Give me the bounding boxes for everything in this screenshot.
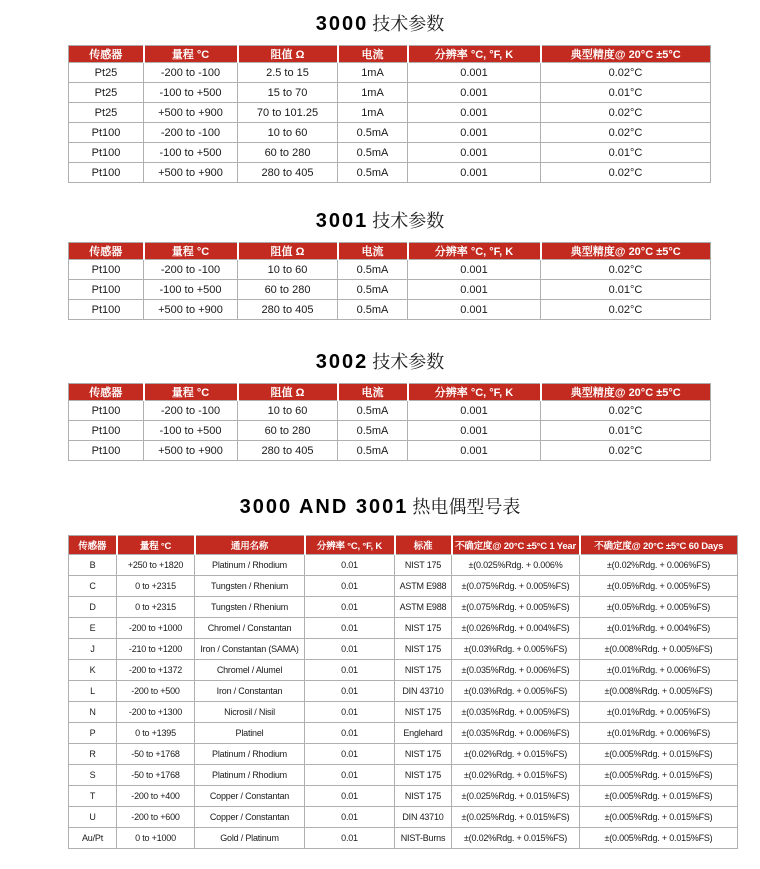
- column-header: 分辨率 °C, °F, K: [408, 384, 541, 401]
- table-cell: ±(0.025%Rdg. + 0.015%FS): [452, 807, 580, 828]
- table-cell: Iron / Constantan (SAMA): [195, 639, 305, 660]
- header-row: [69, 536, 738, 555]
- model-number: 3000: [315, 13, 369, 35]
- table-cell: 280 to 405: [238, 441, 338, 461]
- title-suffix: 技术参数: [372, 352, 445, 372]
- table-cell: 10 to 60: [238, 401, 338, 421]
- column-header: 不确定度@ 20°C ±5°C 1 Year: [452, 536, 580, 555]
- table-cell: 0.02°C: [541, 63, 711, 83]
- table-cell: 0.01°C: [541, 421, 711, 441]
- table-cell: 0.5mA: [338, 280, 408, 300]
- table-cell: 0.01°C: [541, 143, 711, 163]
- table-cell: 0 to +2315: [117, 597, 195, 618]
- table-cell: Gold / Platinum: [195, 828, 305, 849]
- table-row: [69, 723, 738, 744]
- title-suffix: 技术参数: [372, 14, 445, 34]
- table-row: [69, 618, 738, 639]
- model-number: 3001: [315, 210, 369, 232]
- table-cell: -200 to +1372: [117, 660, 195, 681]
- table-cell: ±(0.03%Rdg. + 0.005%FS): [452, 681, 580, 702]
- thermocouple-table: [68, 535, 738, 849]
- table-cell: 1mA: [338, 83, 408, 103]
- table-cell: NIST 175: [395, 765, 452, 786]
- column-header: 传感器: [69, 384, 144, 401]
- table-cell: 0.001: [408, 123, 541, 143]
- table-row: [69, 63, 711, 83]
- table-cell: 0.5mA: [338, 421, 408, 441]
- table-cell: 0 to +1395: [117, 723, 195, 744]
- table-row: [69, 163, 711, 183]
- table-cell: Pt100: [69, 421, 144, 441]
- table-cell: 0.5mA: [338, 260, 408, 280]
- table-cell: -200 to -100: [144, 260, 238, 280]
- table-cell: 0.01: [305, 618, 395, 639]
- column-header: 阻值 Ω: [238, 384, 338, 401]
- table-cell: 0.5mA: [338, 163, 408, 183]
- model-number: 3000 AND 3001: [239, 496, 409, 518]
- table-cell: ±(0.005%Rdg. + 0.015%FS): [580, 807, 738, 828]
- table-cell: B: [69, 555, 117, 576]
- table-cell: 0.01: [305, 786, 395, 807]
- table-cell: ±(0.01%Rdg. + 0.006%FS): [580, 660, 738, 681]
- table-cell: 0.5mA: [338, 401, 408, 421]
- table-cell: C: [69, 576, 117, 597]
- table-cell: 0.01: [305, 597, 395, 618]
- table-cell: ±(0.026%Rdg. + 0.004%FS): [452, 618, 580, 639]
- column-header: 不确定度@ 20°C ±5°C 60 Days: [580, 536, 738, 555]
- table-row: [69, 421, 711, 441]
- table-cell: Copper / Constantan: [195, 807, 305, 828]
- table-cell: ASTM E988: [395, 576, 452, 597]
- column-header: 分辨率 °C, °F, K: [408, 46, 541, 63]
- table-row: [69, 83, 711, 103]
- table-cell: -200 to +400: [117, 786, 195, 807]
- table-cell: Chromel / Alumel: [195, 660, 305, 681]
- table-cell: -200 to -100: [144, 63, 238, 83]
- column-header: 量程 °C: [144, 384, 238, 401]
- table-cell: 0.5mA: [338, 441, 408, 461]
- table-cell: 0.01: [305, 639, 395, 660]
- table-cell: ±(0.005%Rdg. + 0.015%FS): [580, 828, 738, 849]
- section-3000-specs: [0, 13, 760, 183]
- table-row: [69, 828, 738, 849]
- table-cell: 0.001: [408, 163, 541, 183]
- table-cell: NIST 175: [395, 744, 452, 765]
- table-cell: Pt100: [69, 401, 144, 421]
- table-cell: ±(0.008%Rdg. + 0.005%FS): [580, 639, 738, 660]
- table-cell: 60 to 280: [238, 421, 338, 441]
- table-cell: 0.001: [408, 63, 541, 83]
- table-cell: 0.02°C: [541, 300, 711, 320]
- table-cell: T: [69, 786, 117, 807]
- column-header: 量程 °C: [117, 536, 195, 555]
- table-cell: Pt100: [69, 260, 144, 280]
- spec-table-3002: [68, 383, 711, 461]
- table-cell: -100 to +500: [144, 83, 238, 103]
- table-cell: ±(0.02%Rdg. + 0.006%FS): [580, 555, 738, 576]
- table-cell: 0.01: [305, 660, 395, 681]
- table-row: [69, 103, 711, 123]
- table-cell: 0.01: [305, 723, 395, 744]
- table-cell: Chromel / Constantan: [195, 618, 305, 639]
- table-row: [69, 300, 711, 320]
- column-header: 电流: [338, 384, 408, 401]
- table-cell: 280 to 405: [238, 300, 338, 320]
- model-number: 3002: [315, 351, 369, 373]
- table-cell: ±(0.05%Rdg. + 0.005%FS): [580, 576, 738, 597]
- table-row: [69, 807, 738, 828]
- table-row: [69, 639, 738, 660]
- table-cell: NIST 175: [395, 702, 452, 723]
- table-cell: ±(0.035%Rdg. + 0.006%FS): [452, 660, 580, 681]
- header-row: [69, 243, 711, 260]
- table-cell: Tungsten / Rhenium: [195, 597, 305, 618]
- table-cell: N: [69, 702, 117, 723]
- table-cell: 0.01°C: [541, 83, 711, 103]
- column-header: 典型精度@ 20°C ±5°C: [541, 384, 711, 401]
- table-cell: NIST 175: [395, 618, 452, 639]
- table-cell: 0.001: [408, 103, 541, 123]
- table-row: [69, 260, 711, 280]
- table-cell: U: [69, 807, 117, 828]
- table-cell: -100 to +500: [144, 421, 238, 441]
- section-3002-specs: [0, 351, 760, 461]
- table-cell: Nicrosil / Nisil: [195, 702, 305, 723]
- table-cell: ASTM E988: [395, 597, 452, 618]
- table-cell: Platinel: [195, 723, 305, 744]
- table-cell: 10 to 60: [238, 123, 338, 143]
- table-cell: ±(0.035%Rdg. + 0.005%FS): [452, 702, 580, 723]
- table-cell: ±(0.01%Rdg. + 0.004%FS): [580, 618, 738, 639]
- table-cell: Platinum / Rhodium: [195, 765, 305, 786]
- table-cell: Iron / Constantan: [195, 681, 305, 702]
- table-cell: 0.001: [408, 260, 541, 280]
- table-cell: ±(0.02%Rdg. + 0.015%FS): [452, 828, 580, 849]
- column-header: 分辨率 °C, °F, K: [305, 536, 395, 555]
- column-header: 传感器: [69, 46, 144, 63]
- column-header: 传感器: [69, 536, 117, 555]
- table-cell: DIN 43710: [395, 807, 452, 828]
- table-cell: 60 to 280: [238, 143, 338, 163]
- table-cell: 70 to 101.25: [238, 103, 338, 123]
- table-row: [69, 441, 711, 461]
- table-cell: 0.01: [305, 681, 395, 702]
- table-cell: 0.001: [408, 401, 541, 421]
- table-cell: 0.02°C: [541, 123, 711, 143]
- column-header: 典型精度@ 20°C ±5°C: [541, 46, 711, 63]
- table-cell: 0.01: [305, 576, 395, 597]
- table-cell: R: [69, 744, 117, 765]
- table-cell: 0.001: [408, 421, 541, 441]
- table-cell: -200 to -100: [144, 123, 238, 143]
- table-row: [69, 576, 738, 597]
- column-header: 通用名称: [195, 536, 305, 555]
- table-cell: -200 to -100: [144, 401, 238, 421]
- table-cell: DIN 43710: [395, 681, 452, 702]
- table-cell: 0.01: [305, 828, 395, 849]
- table-cell: NIST 175: [395, 555, 452, 576]
- table-cell: 0.001: [408, 83, 541, 103]
- table-cell: Platinum / Rhodium: [195, 555, 305, 576]
- table-cell: ±(0.005%Rdg. + 0.015%FS): [580, 786, 738, 807]
- table-cell: 1mA: [338, 63, 408, 83]
- table-cell: +500 to +900: [144, 300, 238, 320]
- table-cell: ±(0.05%Rdg. + 0.005%FS): [580, 597, 738, 618]
- table-cell: 0.01°C: [541, 280, 711, 300]
- table-cell: D: [69, 597, 117, 618]
- table-cell: NIST 175: [395, 660, 452, 681]
- table-cell: Tungsten / Rhenium: [195, 576, 305, 597]
- table-row: [69, 744, 738, 765]
- column-header: 电流: [338, 46, 408, 63]
- section-title: [0, 13, 760, 36]
- table-cell: ±(0.03%Rdg. + 0.005%FS): [452, 639, 580, 660]
- table-cell: Copper / Constantan: [195, 786, 305, 807]
- header-row: [69, 46, 711, 63]
- table-cell: Pt100: [69, 300, 144, 320]
- table-cell: 0.02°C: [541, 163, 711, 183]
- table-cell: NIST-Burns: [395, 828, 452, 849]
- table-cell: Pt100: [69, 143, 144, 163]
- table-cell: 0.001: [408, 143, 541, 163]
- table-cell: ±(0.035%Rdg. + 0.006%FS): [452, 723, 580, 744]
- section-3001-specs: [0, 210, 760, 320]
- table-cell: 0.02°C: [541, 441, 711, 461]
- table-cell: -200 to +1000: [117, 618, 195, 639]
- table-cell: 0.01: [305, 702, 395, 723]
- table-cell: Au/Pt: [69, 828, 117, 849]
- table-cell: NIST 175: [395, 639, 452, 660]
- title-suffix: 热电偶型号表: [412, 497, 521, 517]
- table-row: [69, 765, 738, 786]
- table-cell: ±(0.01%Rdg. + 0.005%FS): [580, 702, 738, 723]
- spec-table-3001: [68, 242, 711, 320]
- table-cell: ±(0.02%Rdg. + 0.015%FS): [452, 765, 580, 786]
- table-cell: Pt25: [69, 83, 144, 103]
- column-header: 电流: [338, 243, 408, 260]
- table-row: [69, 786, 738, 807]
- table-row: [69, 143, 711, 163]
- table-row: [69, 401, 711, 421]
- table-cell: -50 to +1768: [117, 765, 195, 786]
- spec-table-3000: [68, 45, 711, 183]
- table-row: [69, 702, 738, 723]
- table-cell: -200 to +500: [117, 681, 195, 702]
- column-header: 传感器: [69, 243, 144, 260]
- table-cell: +500 to +900: [144, 441, 238, 461]
- column-header: 阻值 Ω: [238, 243, 338, 260]
- table-cell: Platinum / Rhodium: [195, 744, 305, 765]
- table-row: [69, 555, 738, 576]
- table-cell: 0 to +1000: [117, 828, 195, 849]
- table-cell: Pt100: [69, 123, 144, 143]
- table-cell: J: [69, 639, 117, 660]
- table-cell: E: [69, 618, 117, 639]
- table-cell: ±(0.025%Rdg. + 0.006%: [452, 555, 580, 576]
- table-cell: ±(0.075%Rdg. + 0.005%FS): [452, 576, 580, 597]
- table-cell: 15 to 70: [238, 83, 338, 103]
- table-cell: Pt25: [69, 103, 144, 123]
- table-cell: -100 to +500: [144, 280, 238, 300]
- table-cell: -210 to +1200: [117, 639, 195, 660]
- table-row: [69, 597, 738, 618]
- column-header: 标准: [395, 536, 452, 555]
- table-cell: 0.001: [408, 441, 541, 461]
- header-row: [69, 384, 711, 401]
- table-cell: L: [69, 681, 117, 702]
- table-cell: 1mA: [338, 103, 408, 123]
- table-cell: 280 to 405: [238, 163, 338, 183]
- table-cell: ±(0.005%Rdg. + 0.015%FS): [580, 765, 738, 786]
- table-cell: Pt100: [69, 163, 144, 183]
- table-cell: 0.01: [305, 765, 395, 786]
- table-cell: ±(0.075%Rdg. + 0.005%FS): [452, 597, 580, 618]
- column-header: 量程 °C: [144, 243, 238, 260]
- table-cell: 10 to 60: [238, 260, 338, 280]
- table-cell: 0.02°C: [541, 260, 711, 280]
- section-title: [0, 496, 760, 519]
- column-header: 阻值 Ω: [238, 46, 338, 63]
- table-cell: Pt100: [69, 280, 144, 300]
- table-cell: -50 to +1768: [117, 744, 195, 765]
- table-cell: 0.02°C: [541, 401, 711, 421]
- table-cell: -200 to +1300: [117, 702, 195, 723]
- table-cell: 0.5mA: [338, 123, 408, 143]
- table-row: [69, 681, 738, 702]
- table-cell: 0.5mA: [338, 300, 408, 320]
- table-cell: -200 to +600: [117, 807, 195, 828]
- column-header: 量程 °C: [144, 46, 238, 63]
- table-cell: ±(0.025%Rdg. + 0.015%FS): [452, 786, 580, 807]
- table-cell: Pt25: [69, 63, 144, 83]
- table-cell: P: [69, 723, 117, 744]
- table-cell: 0.01: [305, 807, 395, 828]
- table-cell: Englehard: [395, 723, 452, 744]
- table-cell: ±(0.01%Rdg. + 0.006%FS): [580, 723, 738, 744]
- section-thermocouple-models: [0, 496, 760, 849]
- table-cell: +250 to +1820: [117, 555, 195, 576]
- table-cell: -100 to +500: [144, 143, 238, 163]
- section-title: [0, 210, 760, 233]
- table-cell: 0.01: [305, 744, 395, 765]
- table-cell: ±(0.005%Rdg. + 0.015%FS): [580, 744, 738, 765]
- table-cell: +500 to +900: [144, 163, 238, 183]
- table-cell: 0.02°C: [541, 103, 711, 123]
- table-cell: ±(0.008%Rdg. + 0.005%FS): [580, 681, 738, 702]
- table-row: [69, 123, 711, 143]
- table-row: [69, 280, 711, 300]
- table-cell: 0.001: [408, 300, 541, 320]
- section-title: [0, 351, 760, 374]
- table-row: [69, 660, 738, 681]
- table-cell: 0.001: [408, 280, 541, 300]
- table-cell: 0.01: [305, 555, 395, 576]
- table-cell: 2.5 to 15: [238, 63, 338, 83]
- table-cell: ±(0.02%Rdg. + 0.015%FS): [452, 744, 580, 765]
- table-cell: 0 to +2315: [117, 576, 195, 597]
- table-cell: 60 to 280: [238, 280, 338, 300]
- table-cell: NIST 175: [395, 786, 452, 807]
- table-cell: Pt100: [69, 441, 144, 461]
- column-header: 分辨率 °C, °F, K: [408, 243, 541, 260]
- table-cell: K: [69, 660, 117, 681]
- table-cell: +500 to +900: [144, 103, 238, 123]
- table-cell: 0.5mA: [338, 143, 408, 163]
- table-cell: S: [69, 765, 117, 786]
- column-header: 典型精度@ 20°C ±5°C: [541, 243, 711, 260]
- title-suffix: 技术参数: [372, 211, 445, 231]
